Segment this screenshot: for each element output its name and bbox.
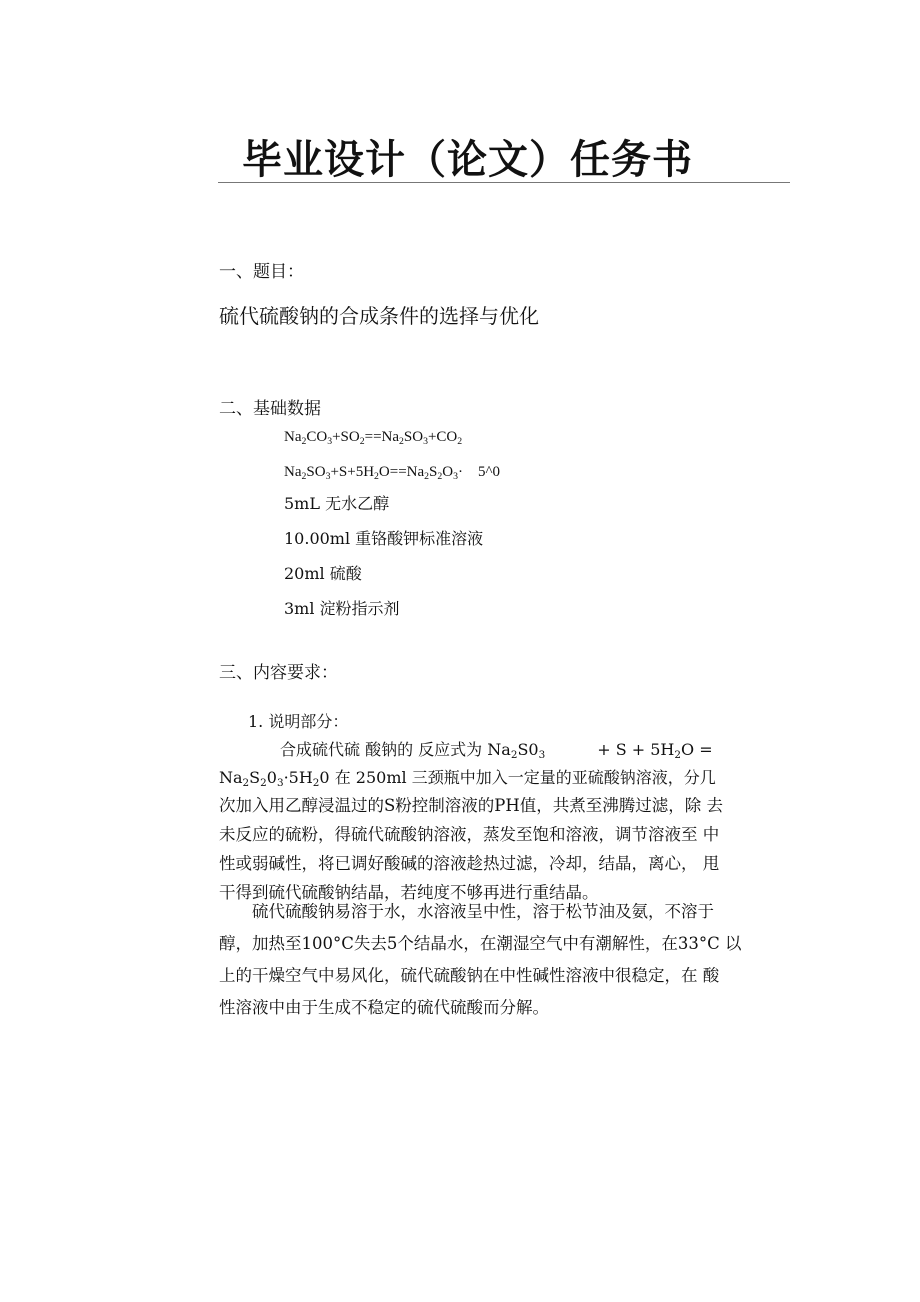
paragraph-line: 次加入用乙醇浸温过的S粉控制溶液的PH值，共煮至沸腾过滤，除 去: [219, 796, 724, 815]
reagent-item: 3ml 淀粉指示剂: [284, 599, 400, 618]
title-underline: [218, 182, 790, 183]
paragraph-line: 上的干燥空气中易风化，硫代硫酸钠在中性碱性溶液中很稳定，在 酸: [219, 966, 720, 985]
paragraph-line: 干得到硫代硫酸钠结晶，若纯度不够再进行重结晶。: [219, 883, 599, 902]
paragraph-line: 硫代硫酸钠易溶于水，水溶液呈中性，溶于松节油及氨，不溶于: [219, 902, 714, 921]
section-3-heading: 三、内容要求：: [219, 663, 338, 683]
paragraph-1: [219, 791, 789, 907]
paragraph-2: [219, 896, 789, 1024]
paragraph-line: 性溶液中由于生成不稳定的硫代硫酸而分解。: [219, 998, 549, 1017]
paragraph-line: 醇，加热至100°C失去5个结晶水，在潮湿空气中有潮解性，在33°C 以: [219, 934, 742, 953]
reagent-item: 10.00ml 重铬酸钾标准溶液: [284, 529, 484, 548]
document-title: 毕业设计（论文）任务书: [242, 137, 693, 183]
paragraph-line: 未反应的硫粉，得硫代硫酸钠溶液，蒸发至饱和溶液，调节溶液至 中: [219, 825, 720, 844]
product-formula-line: $Na_2S_20_3\cdot 5H_20$ 在 250ml 三颈瓶中加入一定量的亚硫酸钠溶液，分几: [219, 768, 716, 789]
equation-2: $Na_2SO_3+S+5H_2O==Na_2S_2O_3\cdot$ 5^0: [284, 464, 501, 482]
section-1-heading: 一、题目：: [219, 262, 304, 282]
equation-1: $Na_2CO_3+SO_2==Na_2SO_3+CO_2$: [284, 429, 463, 447]
paragraph-line: 性或弱碱性，将已调好酸碱的溶液趁热过滤，冷却，结晶，离心， 甩: [219, 854, 720, 873]
section-2-heading: 二、基础数据: [219, 399, 321, 419]
subsection-heading: 1. 说明部分：: [248, 712, 349, 731]
reaction-formula-line: 合成硫代硫 酸钠的 反应式为 $Na_2S0_3 + S + 5H_2O$ =: [280, 740, 713, 761]
thesis-topic: 硫代硫酸钠的合成条件的选择与优化: [219, 304, 539, 328]
reagent-item: 20ml 硫酸: [284, 564, 362, 583]
reagent-item: 5mL 无水乙醇: [284, 494, 390, 513]
